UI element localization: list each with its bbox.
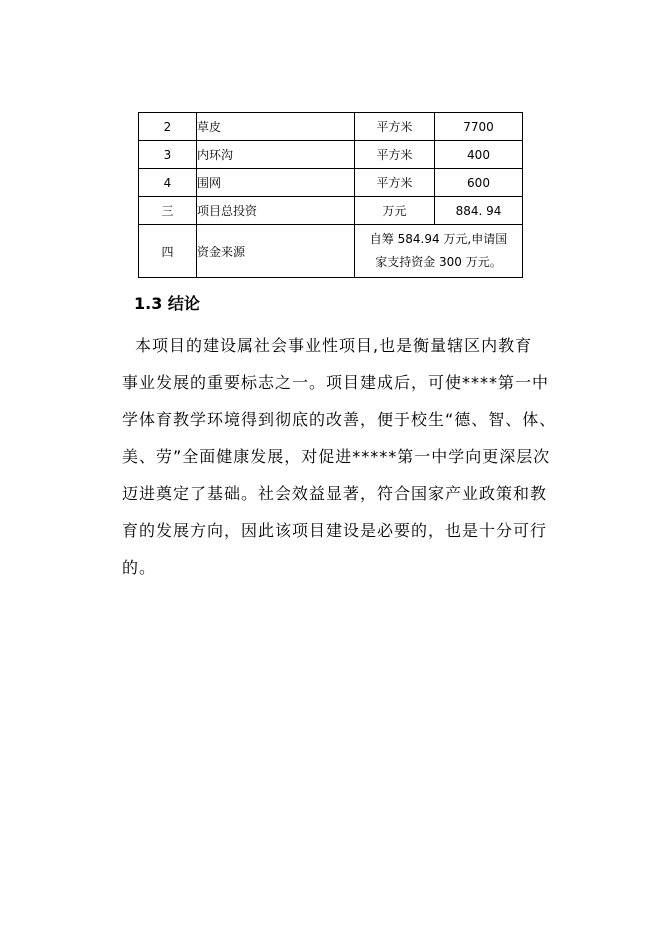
table-row	[139, 141, 523, 169]
funding-line-2: 家支持资金 300 万元。	[375, 255, 502, 269]
row-value: 600	[435, 169, 523, 197]
table-row-funding	[139, 225, 523, 278]
funding-detail	[355, 225, 523, 278]
row-item: 草皮	[197, 113, 355, 141]
row-item: 内环沟	[197, 141, 355, 169]
row-unit: 平方米	[355, 141, 435, 169]
conclusion-paragraph	[122, 327, 557, 586]
paragraph-line: 学体育教学环境得到彻底的改善，便于校生“德、智、体、	[122, 410, 557, 429]
row-index: 四	[139, 225, 197, 278]
row-index: 4	[139, 169, 197, 197]
paragraph-line: 事业发展的重要标志之一。项目建成后，可使****第一中	[122, 373, 550, 392]
row-index: 三	[139, 197, 197, 225]
table-row	[139, 113, 523, 141]
row-value: 7700	[435, 113, 523, 141]
row-unit: 平方米	[355, 169, 435, 197]
paragraph-line: 育的发展方向，因此该项目建设是必要的，也是十分可行	[122, 521, 548, 540]
row-item: 资金来源	[197, 225, 355, 278]
paragraph-line: 的。	[122, 558, 157, 577]
table-row	[139, 197, 523, 225]
row-item: 围网	[197, 169, 355, 197]
row-unit: 平方米	[355, 113, 435, 141]
investment-table	[138, 112, 523, 278]
row-index: 2	[139, 113, 197, 141]
paragraph-line: 美、劳”全面健康发展，对促进*****第一中学向更深层次	[122, 447, 551, 466]
section-heading: 1.3 结论	[134, 294, 200, 313]
row-value: 884. 94	[435, 197, 523, 225]
row-item: 项目总投资	[197, 197, 355, 225]
paragraph-line: 本项目的建设属社会事业性项目,也是衡量辖区内教育	[135, 336, 533, 355]
table-row	[139, 169, 523, 197]
paragraph-line: 迈进奠定了基础。社会效益显著，符合国家产业政策和教	[122, 484, 548, 503]
row-value: 400	[435, 141, 523, 169]
row-unit: 万元	[355, 197, 435, 225]
row-index: 3	[139, 141, 197, 169]
funding-line-1: 自筹 584.94 万元,申请国	[369, 232, 508, 246]
